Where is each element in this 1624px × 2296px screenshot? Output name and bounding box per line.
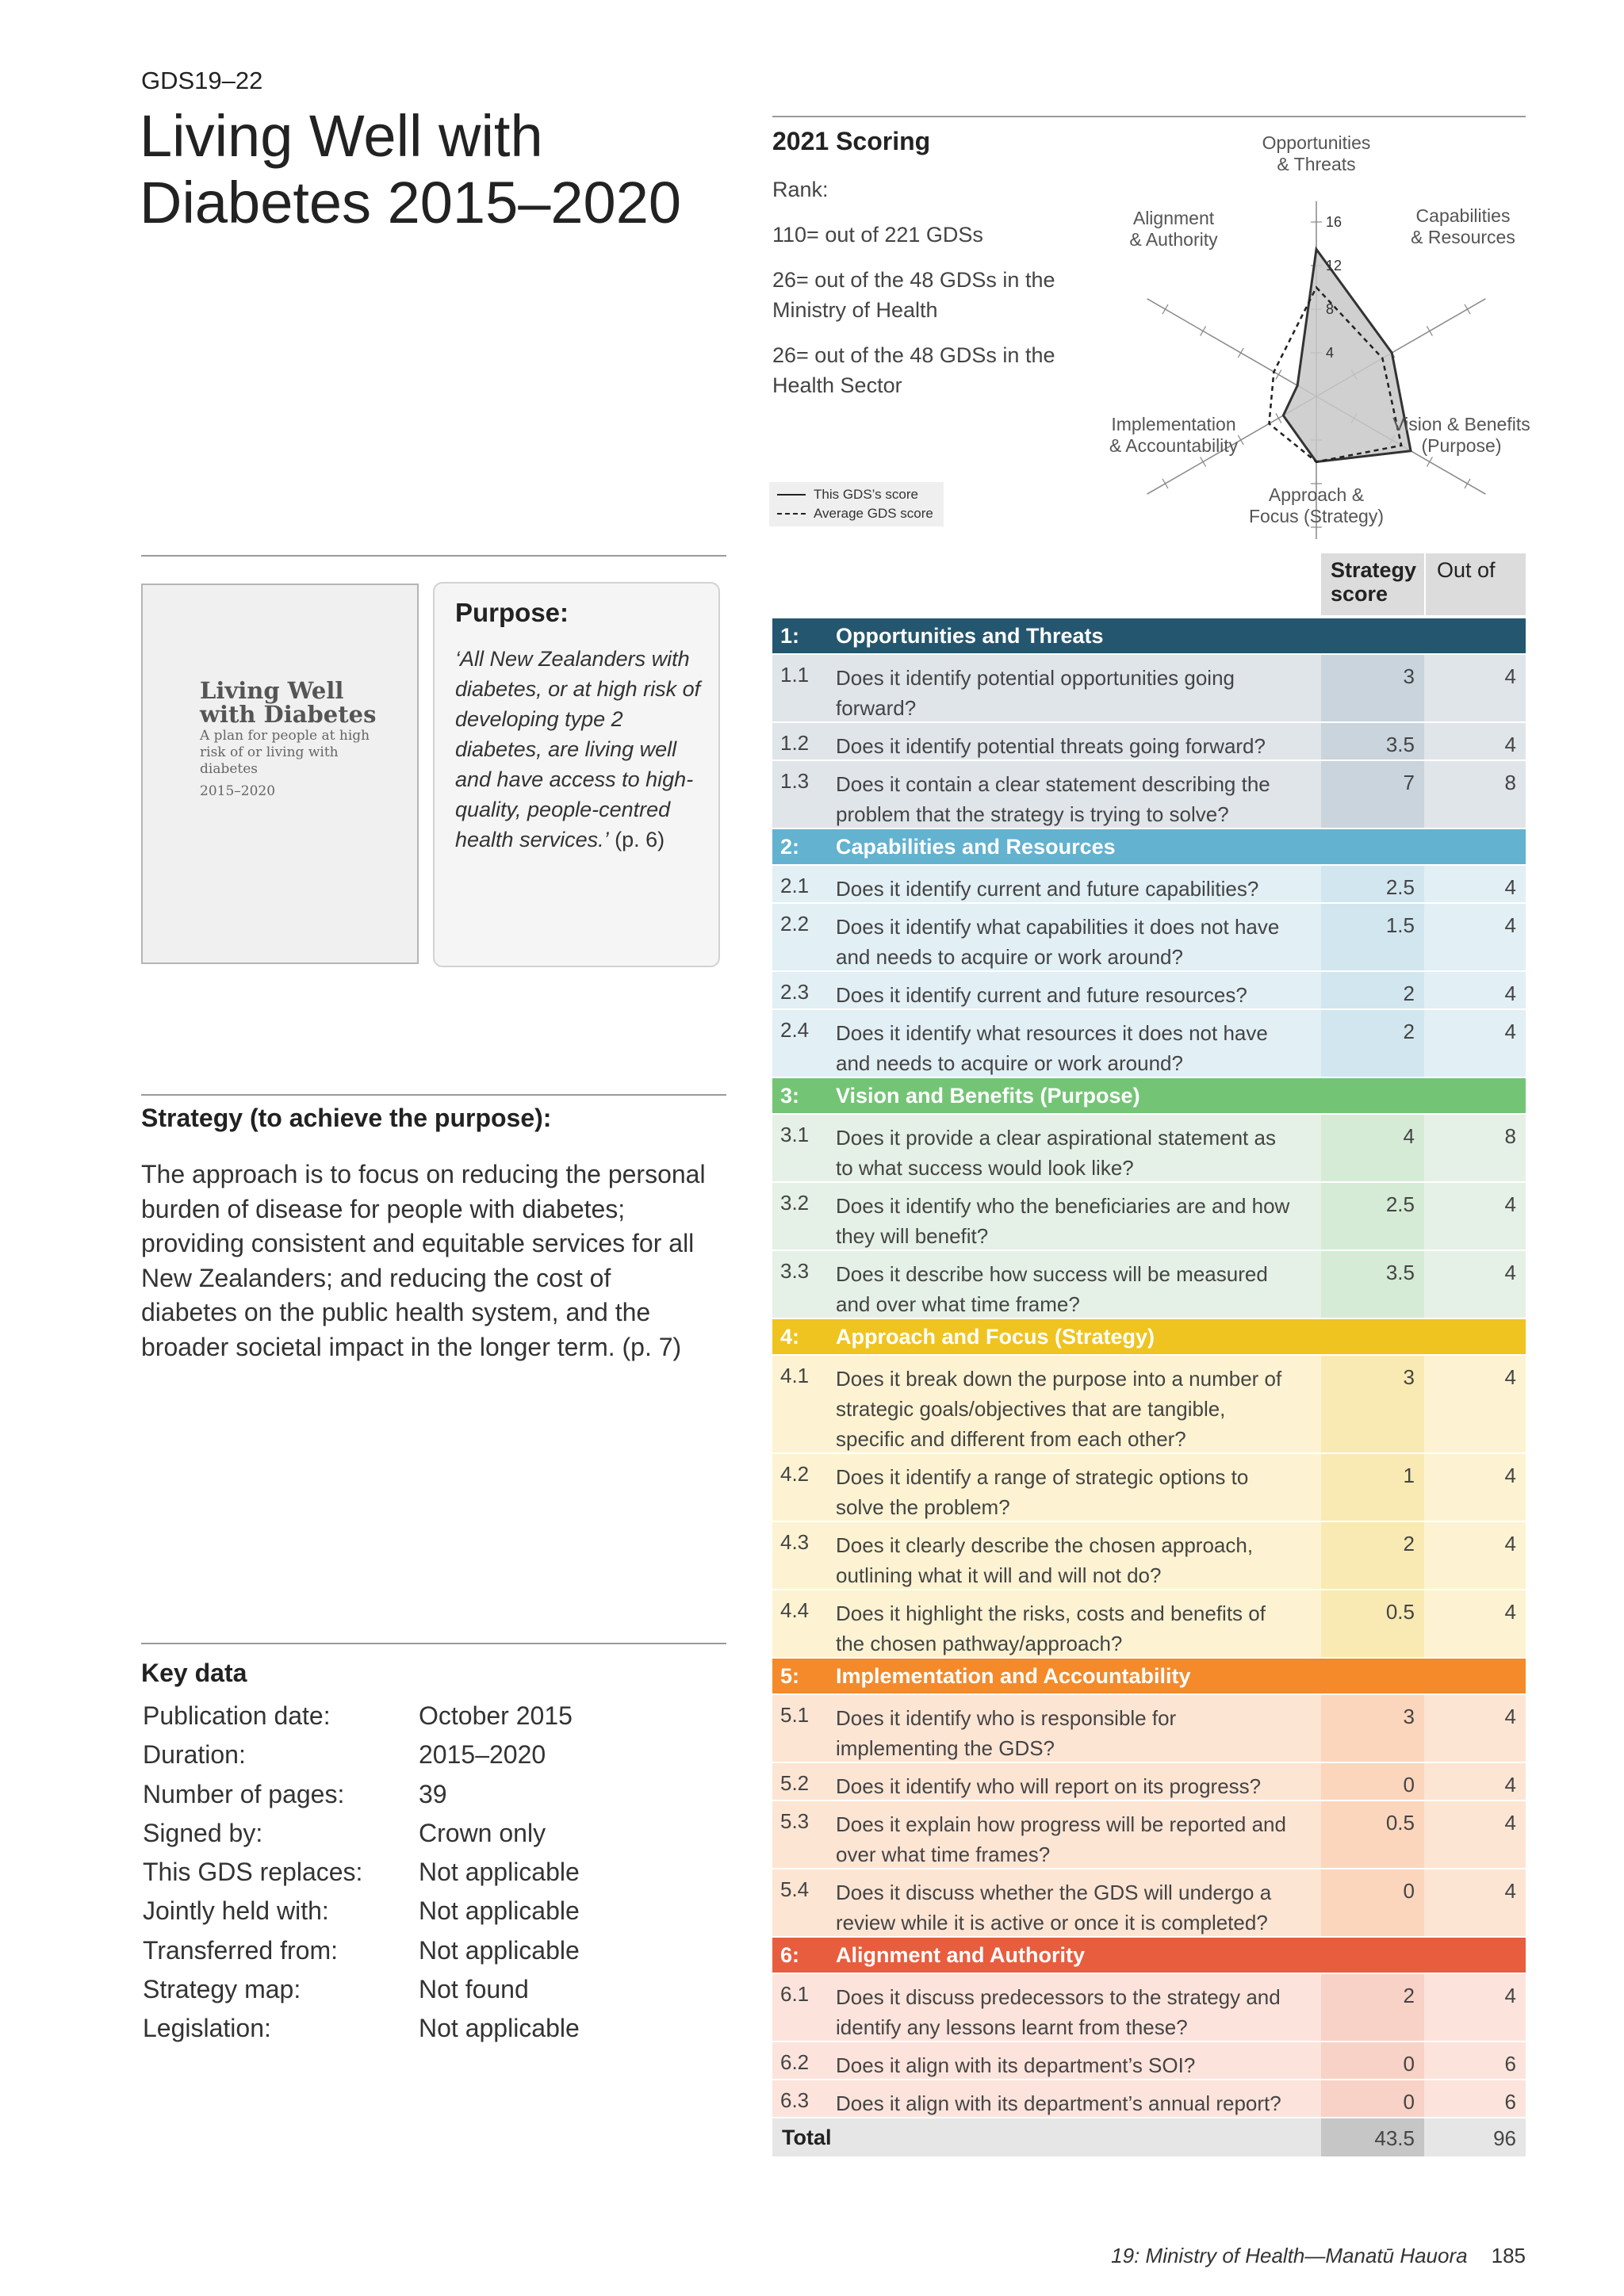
question-text: Does it provide a clear aspirational statement as to what success would look like? (836, 1126, 1276, 1180)
radar-tick-label: 12 (1326, 258, 1342, 274)
out-of-cell: 6 (1504, 2090, 1516, 2114)
key-data-label: Signed by: (143, 1818, 263, 1847)
strategy-score-cell: 3 (1321, 655, 1424, 721)
section-header (772, 1659, 1526, 1693)
radar-chart (1094, 119, 1538, 539)
divider (141, 555, 726, 557)
key-data-value: Not found (419, 1975, 529, 2004)
radar-axis-label: Approach & (1268, 484, 1365, 505)
key-data-row (143, 1780, 714, 1819)
table-row (772, 1115, 1526, 1181)
table-row (772, 972, 1526, 1008)
radar-axis-label: (Purpose) (1421, 435, 1502, 456)
key-data-row (143, 1740, 714, 1779)
question-number: 2.1 (780, 874, 810, 897)
question-text: Does it identify what resources it does not have and needs to acquire or work around? (836, 1021, 1268, 1075)
question-text: Does it contain a clear statement describing the problem that the strategy is trying to solve? (836, 772, 1270, 826)
radar-axis-label: & Resources (1411, 227, 1515, 247)
key-data-label: Duration: (143, 1740, 246, 1770)
radar-tick-mark (1465, 304, 1470, 314)
question-text: Does it discuss predecessors to the strategy and identify any lessons learnt from these? (836, 1985, 1281, 2039)
out-of-cell: 4 (1504, 1261, 1516, 1284)
question-text: Does it align with its department’s annual report? (836, 2091, 1281, 2115)
table-row (772, 866, 1526, 902)
document-cover-image (141, 584, 419, 964)
radar-tick-mark (1238, 435, 1243, 445)
question-number: 6.1 (780, 1982, 810, 2006)
section-title: Implementation and Accountability (836, 1664, 1191, 1688)
out-of-cell: 4 (1504, 982, 1516, 1005)
out-of-cell: 4 (1504, 664, 1516, 688)
question-text: Does it identify a range of strategic options to solve the problem? (836, 1465, 1249, 1519)
section-title: Approach and Focus (Strategy) (836, 1325, 1155, 1349)
column-header-out-of: Out of (1426, 553, 1526, 615)
strategy-score-cell: 2.5 (1321, 1183, 1424, 1249)
strategy-score-cell: 0 (1321, 2042, 1424, 2079)
radar-tick-label: 16 (1326, 214, 1342, 230)
divider (141, 1643, 726, 1644)
key-data-row (143, 1975, 714, 2014)
key-data-value: Not applicable (419, 2014, 580, 2043)
key-data-value: Not applicable (419, 1858, 580, 1887)
table-row (772, 1801, 1526, 1868)
question-number: 4.3 (780, 1530, 810, 1554)
table-row (772, 1522, 1526, 1589)
legend-item-average: Average GDS score (777, 506, 933, 522)
strategy-score-cell: 3 (1321, 1356, 1424, 1452)
section-header (772, 618, 1526, 653)
page-title: Living Well with Diabetes 2015–2020 (140, 103, 682, 235)
section-number: 4: (780, 1325, 800, 1349)
strategy-score-cell: 2 (1321, 1010, 1424, 1077)
radar-axis-label: Focus (Strategy) (1249, 506, 1384, 526)
rank-sector: 26= out of the 48 GDSs in the Health Sector (772, 343, 1055, 397)
dashed-line-icon (777, 513, 806, 515)
radar-axis-label: & Accountability (1109, 435, 1239, 456)
table-row (772, 1695, 1526, 1762)
out-of-cell: 4 (1504, 1464, 1516, 1487)
question-text: Does it identify current and future capabilities? (836, 877, 1259, 901)
section-number: 2: (780, 835, 800, 859)
key-data-label: This GDS replaces: (143, 1858, 363, 1887)
total-row (772, 2118, 1526, 2156)
table-row (772, 761, 1526, 828)
out-of-cell: 4 (1504, 1532, 1516, 1556)
purpose-heading: Purpose: (455, 598, 569, 627)
question-text: Does it explain how progress will be reported and over what time frames? (836, 1812, 1286, 1866)
question-text: Does it identify potential opportunities going forward? (836, 666, 1235, 720)
question-number: 3.2 (780, 1191, 810, 1215)
key-data-label: Strategy map: (143, 1975, 301, 2004)
table-row (772, 1763, 1526, 1800)
key-data-heading: Key data (141, 1659, 247, 1687)
radar-axis-label: Opportunities (1262, 132, 1371, 153)
section-header (772, 1938, 1526, 1973)
table-row (772, 1251, 1526, 1318)
total-out-of: 96 (1493, 2126, 1516, 2150)
question-number: 4.4 (780, 1598, 810, 1622)
section-header (772, 1078, 1526, 1113)
table-row (772, 1869, 1526, 1936)
key-data-row (143, 1936, 714, 1975)
key-data-value: 39 (419, 1779, 447, 1808)
out-of-cell: 4 (1504, 733, 1516, 756)
section-number: 1: (780, 624, 800, 648)
question-text: Does it identify who is responsible for implementing the GDS? (836, 1706, 1177, 1760)
radar-tick-mark (1276, 413, 1281, 423)
strategy-score-cell: 0.5 (1321, 1590, 1424, 1657)
question-text: Does it discuss whether the GDS will undergo a review while it is active or once it is completed? (836, 1881, 1272, 1934)
total-label: Total (782, 2126, 832, 2149)
out-of-cell: 4 (1504, 1192, 1516, 1216)
purpose-box (433, 582, 720, 967)
question-number: 3.1 (780, 1123, 810, 1146)
out-of-cell: 8 (1504, 1124, 1516, 1148)
question-number: 6.2 (780, 2050, 810, 2074)
strategy-heading: Strategy (to achieve the purpose): (141, 1104, 552, 1132)
strategy-score-cell: 0 (1321, 1763, 1424, 1800)
cover-years: 2015–2020 (200, 783, 276, 799)
strategy-score-cell: 3 (1321, 1695, 1424, 1762)
question-number: 6.3 (780, 2088, 810, 2112)
question-text: Does it highlight the risks, costs and benefits of the chosen pathway/approach? (836, 1601, 1266, 1655)
table-row (772, 904, 1526, 970)
question-number: 1.1 (780, 663, 810, 687)
radar-axis-label: & Authority (1129, 229, 1218, 250)
question-number: 1.2 (780, 731, 810, 755)
chart-legend (769, 482, 944, 526)
question-text: Does it identify potential threats going forward? (836, 734, 1266, 758)
section-number: 5: (780, 1664, 800, 1688)
key-data-row (143, 1858, 714, 1896)
cover-title: Living Well with Diabetes (200, 677, 377, 728)
purpose-text: ‘All New Zealanders with diabetes, or at high risk of developing type 2 diabetes, are living well and have access to high-quality, people-centred health services.’ (p. 6) (455, 647, 701, 851)
out-of-cell: 4 (1504, 1600, 1516, 1624)
table-row (772, 1454, 1526, 1521)
radar-axis-label: Vision & Benefits (1392, 414, 1530, 434)
strategy-score-cell: 1.5 (1321, 904, 1424, 970)
table-row (772, 1974, 1526, 2041)
key-data-label: Transferred from: (143, 1935, 338, 1965)
strategy-score-cell: 2 (1321, 1522, 1424, 1589)
table-row (772, 1356, 1526, 1452)
strategy-score-cell: 1 (1321, 1454, 1424, 1521)
page-footer: 19: Ministry of Health—Manatū Hauora 185 (1111, 2244, 1526, 2267)
question-number: 2.3 (780, 980, 810, 1004)
key-data-row (143, 1896, 714, 1935)
scoring-heading: 2021 Scoring (772, 127, 931, 155)
section-header (772, 1319, 1526, 1354)
question-number: 2.4 (780, 1018, 810, 1042)
strategy-score-cell: 3.5 (1321, 1251, 1424, 1318)
table-row (772, 723, 1526, 760)
strategy-score-cell: 2 (1321, 972, 1424, 1008)
key-data-label: Number of pages: (143, 1779, 345, 1808)
question-number: 1.3 (780, 769, 810, 793)
question-number: 5.3 (780, 1809, 810, 1833)
table-row (772, 1183, 1526, 1249)
question-number: 4.1 (780, 1364, 810, 1387)
divider (772, 116, 1526, 117)
radar-tick-mark (1276, 369, 1281, 379)
divider (141, 1094, 726, 1096)
section-title: Alignment and Authority (836, 1943, 1085, 1967)
key-data-value: Not applicable (419, 1896, 580, 1926)
out-of-cell: 4 (1504, 1984, 1516, 2007)
rank-ministry: 26= out of the 48 GDSs in the Ministry of Health (772, 268, 1055, 322)
radar-axis-label: Implementation (1111, 414, 1236, 434)
question-text: Does it identify who the beneficiaries are and how they will benefit? (836, 1194, 1290, 1248)
page-number: 185 (1491, 2244, 1526, 2267)
table-row (772, 1010, 1526, 1077)
strategy-score-cell: 4 (1321, 1115, 1424, 1181)
question-text: Does it align with its department’s SOI? (836, 2053, 1196, 2077)
strategy-score-cell: 0.5 (1321, 1801, 1424, 1868)
strategy-score-cell: 2.5 (1321, 866, 1424, 902)
radar-tick-mark (1162, 304, 1168, 314)
out-of-cell: 4 (1504, 913, 1516, 937)
out-of-cell: 6 (1504, 2052, 1516, 2076)
section-title: Capabilities and Resources (836, 835, 1116, 859)
section-number: 3: (780, 1084, 800, 1108)
key-data-value: October 2015 (419, 1701, 573, 1730)
question-text: Does it identify what capabilities it does not have and needs to acquire or work around? (836, 915, 1280, 969)
out-of-cell: 8 (1504, 771, 1516, 794)
gds-code: GDS19–22 (141, 67, 263, 94)
question-number: 4.2 (780, 1462, 810, 1486)
table-row (772, 2080, 1526, 2117)
question-text: Does it identify who will report on its progress? (836, 1774, 1262, 1798)
section-header (772, 829, 1526, 864)
strategy-score-cell: 3.5 (1321, 723, 1424, 760)
cover-subtitle: A plan for people at high risk of or living with diabetes (200, 728, 370, 777)
question-number: 2.2 (780, 912, 810, 936)
out-of-cell: 4 (1504, 875, 1516, 899)
out-of-cell: 4 (1504, 1879, 1516, 1903)
table-row (772, 1590, 1526, 1657)
key-data-label: Legislation: (143, 2014, 271, 2043)
radar-tick-mark (1427, 326, 1432, 335)
key-data-value: 2015–2020 (419, 1740, 546, 1770)
section-number: 6: (780, 1943, 800, 1967)
radar-axis-label: Alignment (1132, 208, 1215, 228)
strategy-score-cell: 2 (1321, 1974, 1424, 2041)
radar-series-this-gds (1283, 249, 1411, 461)
question-number: 5.4 (780, 1877, 810, 1901)
table-row (772, 2042, 1526, 2079)
column-header-strategy-score: Strategy score (1321, 553, 1424, 615)
key-data-label: Publication date: (143, 1701, 331, 1730)
question-text: Does it describe how success will be measured and over what time frame? (836, 1262, 1268, 1316)
out-of-cell: 4 (1504, 1811, 1516, 1835)
radar-tick-label: 4 (1326, 345, 1335, 361)
strategy-score-cell: 0 (1321, 1869, 1424, 1936)
key-data-row (143, 2014, 714, 2053)
radar-tick-mark (1201, 457, 1206, 466)
radar-tick-label: 8 (1326, 301, 1335, 317)
key-data-label: Jointly held with: (143, 1896, 329, 1926)
key-data-value: Crown only (419, 1818, 546, 1847)
radar-tick-mark (1465, 479, 1470, 488)
total-score: 43.5 (1321, 2118, 1424, 2156)
out-of-cell: 4 (1504, 1705, 1516, 1728)
section-title: Vision and Benefits (Purpose) (836, 1084, 1140, 1108)
section-title: Opportunities and Threats (836, 624, 1104, 648)
radar-tick-mark (1427, 457, 1432, 466)
radar-tick-mark (1201, 326, 1206, 335)
legend-item-this: This GDS’s score (777, 487, 918, 503)
radar-tick-mark (1162, 479, 1168, 488)
question-number: 5.2 (780, 1771, 810, 1795)
out-of-cell: 4 (1504, 1020, 1516, 1043)
question-number: 5.1 (780, 1703, 810, 1727)
key-data-row (143, 1819, 714, 1858)
solid-line-icon (777, 494, 806, 496)
table-row (772, 655, 1526, 721)
rank-label: Rank: (772, 178, 829, 201)
question-text: Does it clearly describe the chosen approach, outlining what it will and will not do? (836, 1533, 1254, 1587)
question-text: Does it identify current and future resources? (836, 983, 1247, 1007)
key-data-row (143, 1701, 714, 1740)
radar-axis-label: Capabilities (1415, 205, 1511, 226)
out-of-cell: 4 (1504, 1365, 1516, 1389)
out-of-cell: 4 (1504, 1773, 1516, 1797)
radar-tick-mark (1238, 348, 1243, 358)
strategy-score-cell: 0 (1321, 2080, 1424, 2117)
strategy-score-cell: 7 (1321, 761, 1424, 828)
strategy-text: The approach is to focus on reducing the personal burden of disease for people with diabetes; providing consistent and equitable services for all New Zealanders; and reducing the cost of diabetes on the public health system, and the broader societal impact in the longer term. (p. 7) (141, 1160, 706, 1361)
key-data-value: Not applicable (419, 1935, 580, 1965)
question-text: Does it break down the purpose into a number of strategic goals/objectives that are tangible, specific and different from each other? (836, 1367, 1282, 1451)
question-number: 3.3 (780, 1259, 810, 1283)
key-data-list (143, 1701, 714, 2053)
rank-overall: 110= out of 221 GDSs (772, 223, 983, 247)
radar-axis-line (1147, 299, 1316, 396)
radar-axis-label: & Threats (1277, 154, 1356, 174)
